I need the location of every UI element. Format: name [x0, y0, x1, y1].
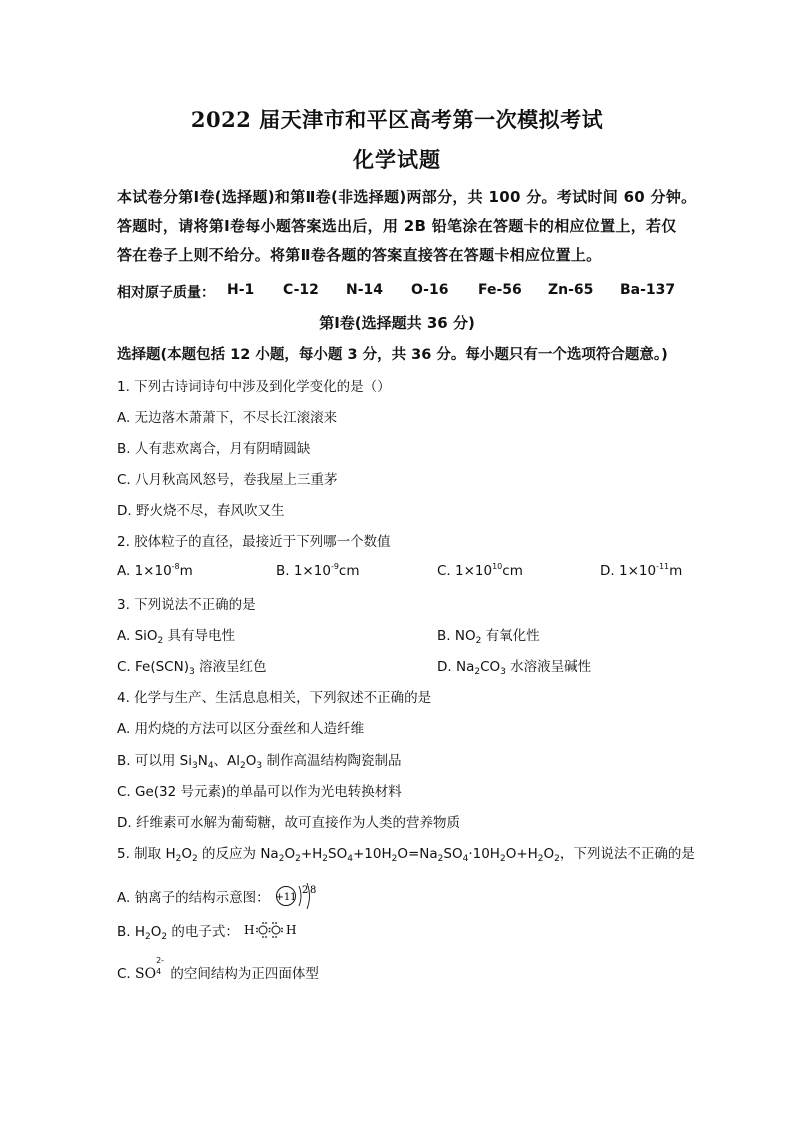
question-1-stem: 1. 下列古诗词诗句中涉及到化学变化的是（）	[117, 379, 391, 395]
shell-1-electrons: 2	[301, 885, 309, 896]
question-2-option-b: B. $1\times 10^{-9}cm$	[276, 562, 360, 579]
question-1-option-b: B. 人有悲欢离合，月有阴晴圆缺	[117, 441, 311, 457]
question-1-option-a: A. 无边落木萧萧下，不尽长江滚滚来	[117, 410, 338, 426]
question-3-option-b: B. $NO_2$ 有氧化性	[437, 628, 540, 646]
atomic-mass-item: C-12	[283, 282, 319, 298]
question-2-option-c: C. $1\times 10^{10}cm$	[437, 562, 523, 579]
question-4-option-d: D. 纤维素可水解为葡萄糖，故可直接作为人类的营养物质	[117, 815, 460, 831]
section-instruction: 选择题(本题包括 12 小题，每小题 3 分，共 36 分。每小题只有一个选项符合题意。)	[117, 347, 668, 363]
atomic-mass-item: Ba-137	[620, 282, 676, 298]
question-5-option-c: C. SO 2- 4 的空间结构为正四面体型	[117, 956, 319, 982]
atomic-mass-item: N-14	[346, 282, 384, 298]
atomic-masses-label: 相对原子质量：	[117, 285, 215, 301]
question-1-option-d: D. 野火烧不尽，春风吹又生	[117, 503, 285, 519]
question-3-option-a: A. SiO$_2$ 具有导电性	[117, 628, 236, 646]
question-2-option-a: A. $1\times 10^{-8}m$	[117, 562, 193, 579]
question-2-stem: 2. 胶体粒子的直径，最接近于下列哪一个数值	[117, 534, 391, 550]
intro-line-3: 答在卷子上则不给分。将第Ⅱ卷各题的答案直接答在答题卡相应位置上。	[117, 246, 602, 264]
atomic-mass-item: Zn-65	[548, 282, 594, 298]
question-4-option-b: B. 可以用 $Si_3N_4$、$Al_2O_3$ 制作高温结构陶瓷制品	[117, 753, 402, 771]
question-3-stem: 3. 下列说法不正确的是	[117, 597, 256, 613]
svg-text:H: H	[244, 923, 255, 937]
intro-line-1: 本试卷分第Ⅰ卷(选择题)和第Ⅱ卷(非选择题)两部分，共 100 分。考试时间 60 分钟。	[117, 188, 697, 206]
question-5-option-a: A. 钠离子的结构示意图： +11 2 8	[117, 879, 326, 917]
nucleus-charge: +11	[275, 892, 297, 903]
atomic-mass-item: Fe-56	[478, 282, 522, 298]
atomic-mass-item: H-1	[227, 282, 255, 298]
sodium-ion-structure-diagram	[274, 879, 326, 917]
subject-title: 化学试题	[353, 147, 441, 172]
section-title: 第Ⅰ卷(选择题共 36 分)	[319, 314, 475, 332]
atomic-mass-item: O-16	[411, 282, 449, 298]
question-1-option-c: C. 八月秋高风怒号，卷我屋上三重茅	[117, 472, 338, 488]
question-4-option-c: C. Ge(32 号元素)的单晶可以作为光电转换材料	[117, 784, 402, 800]
exam-title: 2022 届天津市和平区高考第一次模拟考试	[190, 107, 604, 132]
svg-text:H: H	[286, 923, 297, 937]
electron-formula	[243, 920, 301, 944]
question-5-stem: 5. 制取 $H_2O_2$ 的反应为 $Na_2O_2+H_2SO_4+10H_2O=Na_2SO_4\cdot 10H_2O+H_2O_2$，下列说法不正确的是	[117, 846, 695, 864]
shell-2-electrons: 8	[309, 885, 317, 896]
question-5-option-b: B. $H_2O_2$ 的电子式： H H	[117, 920, 301, 944]
question-3-option-c: C. $Fe(SCN)_3$ 溶液呈红色	[117, 659, 267, 677]
question-2-option-d: D. $1\times 10^{-11}m$	[600, 562, 683, 579]
intro-line-2: 答题时，请将第Ⅰ卷每小题答案选出后，用 2B 铅笔涂在答题卡的相应位置上，若仅	[117, 217, 677, 235]
question-3-option-d: D. $Na_2CO_3$ 水溶液呈碱性	[437, 659, 592, 677]
question-4-option-a: A. 用灼烧的方法可以区分蚕丝和人造纤维	[117, 721, 365, 737]
question-4-stem: 4. 化学与生产、生活息息相关，下列叙述不正确的是	[117, 690, 432, 706]
